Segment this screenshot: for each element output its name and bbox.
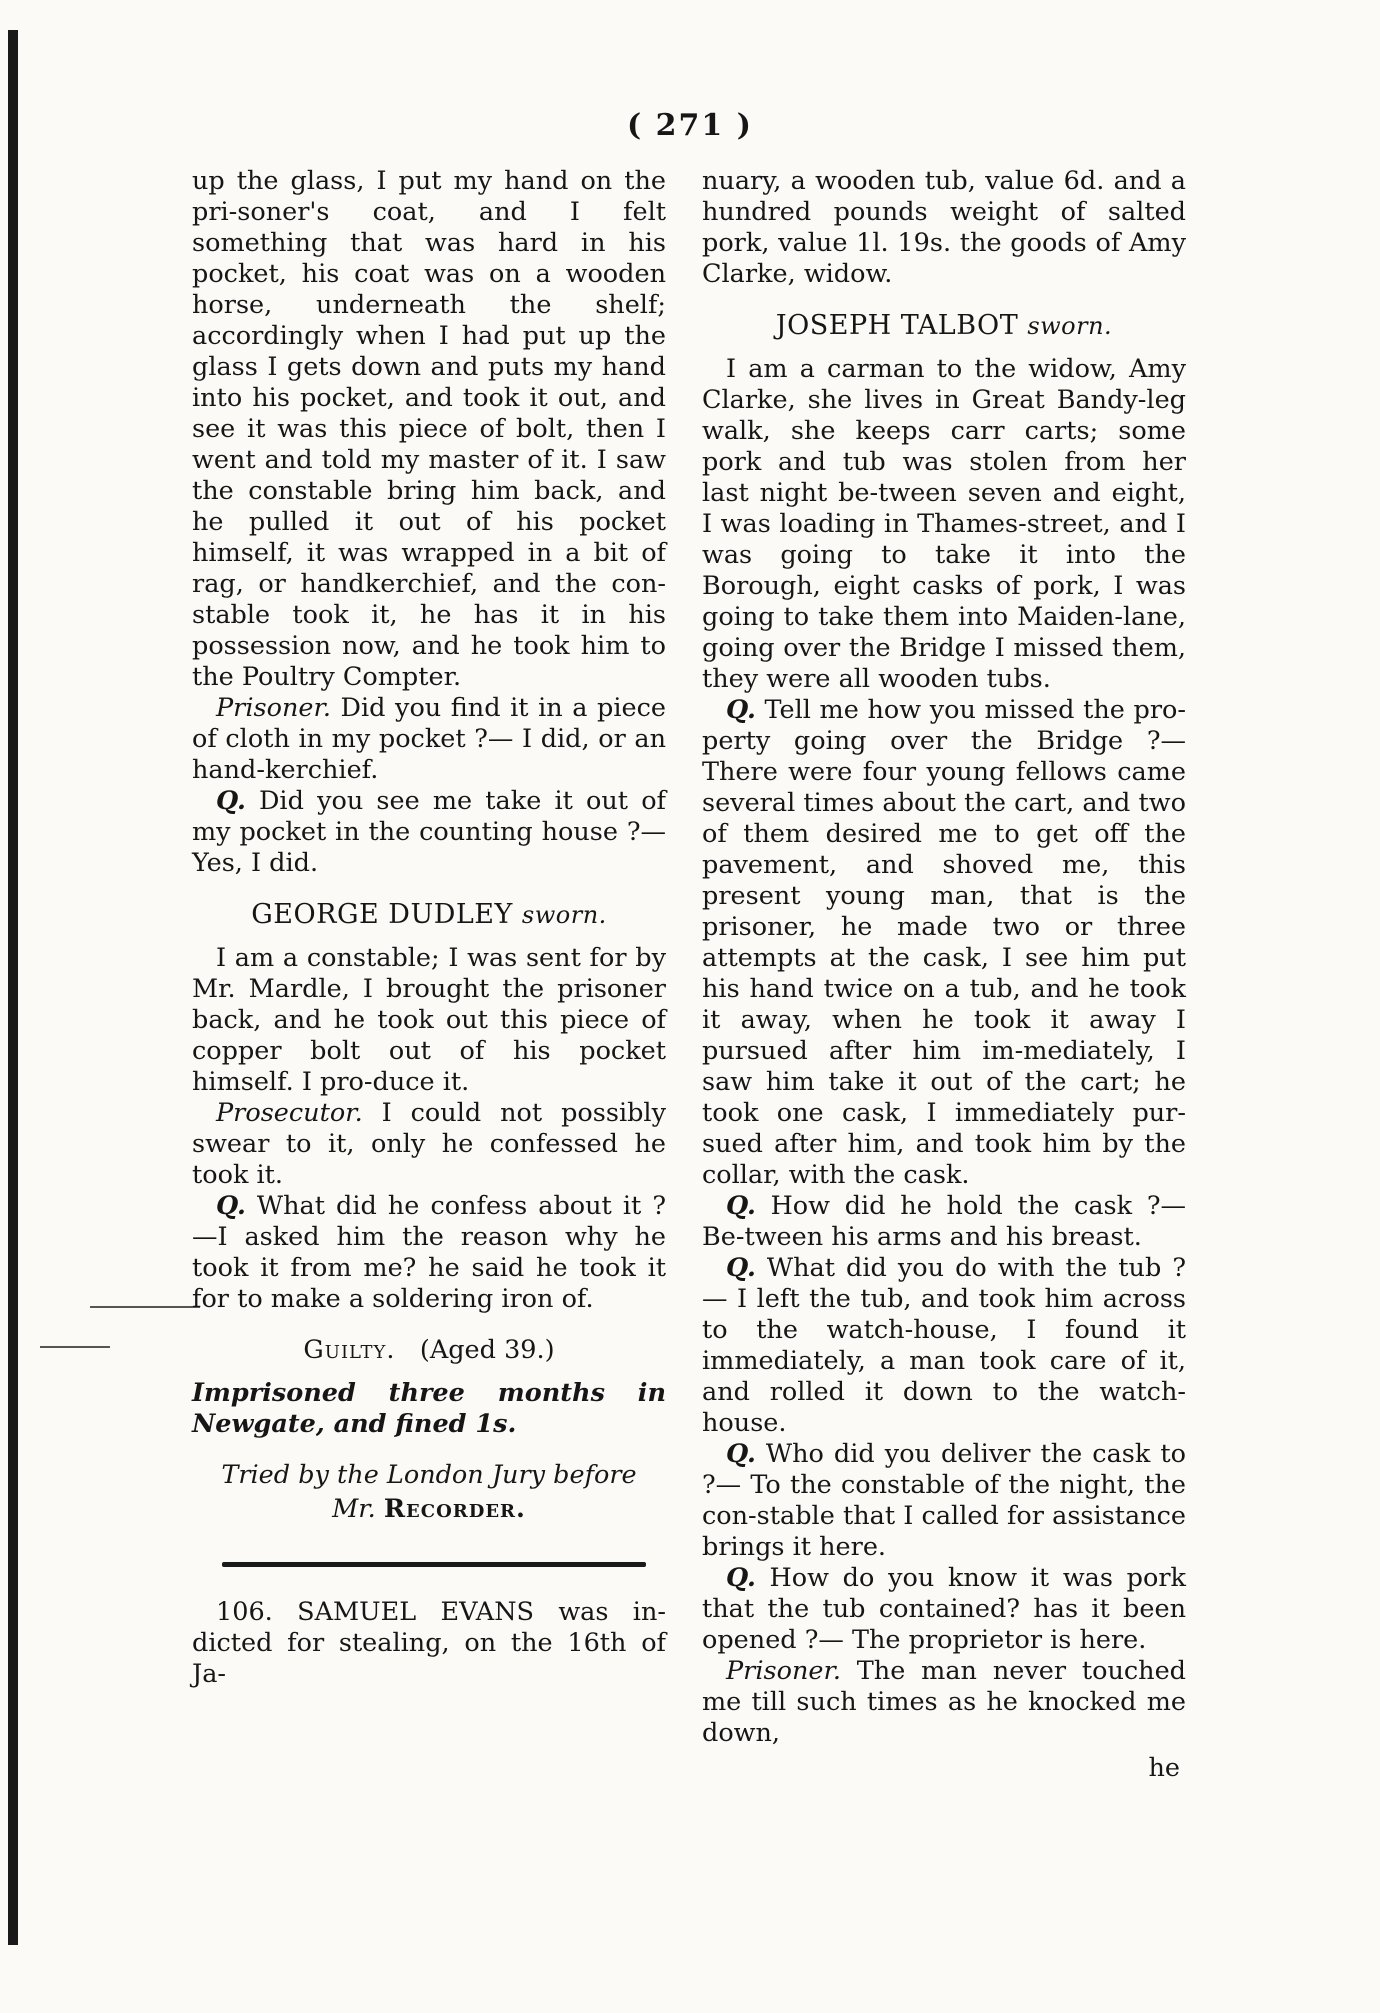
question-paragraph xyxy=(702,695,1186,1191)
paragraph-text: What did you do with the tub ?— I left the tub, and took him across to the watch-house, I found it immediately, a man took care of it, and rolled it down to the watch-house. xyxy=(702,1253,1186,1438)
question-paragraph xyxy=(192,1191,666,1315)
prisoner-question xyxy=(192,693,666,786)
scan-mark xyxy=(40,1346,110,1348)
indictment-continued: nuary, a wooden tub, value 6d. and a hundred pounds weight of salted pork, value 1l. 19s. the goods of Amy Clarke, widow. xyxy=(702,166,1186,289)
paragraph-text: Who did you deliver the cask to ?— To the constable of the night, the con-stable that I called for assistance brings it here. xyxy=(702,1439,1186,1562)
paragraph-text: What did he confess about it ?—I asked him the reason why he took it from me? he said he took it for to make a soldering iron of. xyxy=(192,1191,666,1314)
tried-by xyxy=(192,1458,666,1526)
question-paragraph xyxy=(702,1253,1186,1439)
right-column xyxy=(702,166,1186,1784)
testimony-paragraph: I am a constable; I was sent for by Mr. Mardle, I brought the prisoner back, and he took out this piece of copper bolt out of his pocket himself. I pro-duce it. xyxy=(192,943,666,1097)
question-marker: Q. xyxy=(726,695,756,725)
testimony-paragraph: I am a carman to the widow, Amy Clarke, she lives in Great Bandy-leg walk, she keeps carr carts; some pork and tub was stolen from her last night be-tween seven and eight, I was loading in Thames-street, and I was going to take it into the Borough, eight casks of pork, I was going to take them into Maiden-lane, going over the Bridge I missed them, they were all wooden tubs. xyxy=(702,354,1186,694)
case-opening: 106. SAMUEL EVANS was in-dicted for stealing, on the 16th of Ja- xyxy=(192,1597,666,1689)
paragraph-text: How do you know it was pork that the tub contained? has it been opened ?— The proprietor is here. xyxy=(702,1563,1186,1655)
recorder-name: Recorder. xyxy=(383,1494,526,1524)
question-marker: Q. xyxy=(726,1563,756,1593)
prisoner-age: (Aged 39.) xyxy=(419,1335,555,1365)
paragraph-text: I could not possibly swear to it, only he confessed he took it. xyxy=(192,1098,666,1190)
verdict: Guilty. xyxy=(303,1335,396,1365)
speaker-label: Prosecutor. xyxy=(216,1098,363,1128)
left-column xyxy=(192,166,666,1690)
sworn-label: sworn. xyxy=(521,901,607,929)
speaker-label: Prisoner. xyxy=(726,1656,841,1686)
witness-name: GEORGE DUDLEY xyxy=(251,899,513,930)
catchword: he xyxy=(1148,1753,1180,1783)
sworn-label: sworn. xyxy=(1027,312,1113,340)
paragraph-text: Did you find it in a piece of cloth in my pocket ?— I did, or an hand-kerchief. xyxy=(192,693,666,785)
question-paragraph xyxy=(192,786,666,879)
question-marker: Q. xyxy=(726,1191,756,1221)
prisoner-statement xyxy=(702,1656,1186,1749)
prosecutor-statement xyxy=(192,1098,666,1191)
question-marker: Q. xyxy=(726,1439,756,1469)
paragraph-text: Did you see me take it out of my pocket in the counting house ?— Yes, I did. xyxy=(192,786,666,878)
scan-mark xyxy=(90,1306,200,1308)
paragraph-text: The man never touched me till such times as he knocked me down, xyxy=(702,1656,1186,1748)
question-paragraph xyxy=(702,1563,1186,1656)
witness-heading xyxy=(702,310,1186,342)
binding-edge xyxy=(8,30,18,1945)
question-marker: Q. xyxy=(216,786,246,816)
question-marker: Q. xyxy=(726,1253,756,1283)
verdict-line xyxy=(192,1335,666,1366)
page-number: ( 271 ) xyxy=(627,108,753,143)
testimony-paragraph: up the glass, I put my hand on the pri-soner's coat, and I felt something that was hard in his pocket, his coat was on a wooden horse, underneath the shelf; accordingly when I had put up the glass I gets down and puts my hand into his pocket, and took it out, and see it was this piece of bolt, then I went and told my master of it. I saw the constable bring him back, and he pulled it out of his pocket himself, it was wrapped in a bit of rag, or handkerchief, and the con-stable took it, he has it in his possession now, and he took him to the Poultry Compter. xyxy=(192,166,666,692)
tried-by-line: Tried by the London Jury before xyxy=(221,1460,637,1490)
recorder-title: Mr. xyxy=(332,1494,376,1524)
sentence: Imprisoned three months in Newgate, and fined 1s. xyxy=(192,1378,666,1439)
recorder-line xyxy=(192,1492,666,1526)
section-divider xyxy=(222,1562,646,1567)
question-paragraph xyxy=(702,1191,1186,1253)
witness-heading xyxy=(192,899,666,931)
speaker-label: Prisoner. xyxy=(216,693,331,723)
question-marker: Q. xyxy=(216,1191,246,1221)
question-paragraph xyxy=(702,1439,1186,1563)
paragraph-text: Tell me how you missed the pro-perty going over the Bridge ?— There were four young fellows came several times about the cart, and two of them desired me to get off the pavement, and shoved me, this present young man, that is the prisoner, he made two or three attempts at the cask, I see him put his hand twice on a tub, and he took it away, when he took it away I pursued after him im-mediately, I saw him take it out of the cart; he took one cask, I immediately pur-sued after him, and took him by the collar, with the cask. xyxy=(702,695,1186,1190)
witness-name: JOSEPH TALBOT xyxy=(775,310,1019,341)
paragraph-text: How did he hold the cask ?— Be-tween his arms and his breast. xyxy=(702,1191,1186,1252)
